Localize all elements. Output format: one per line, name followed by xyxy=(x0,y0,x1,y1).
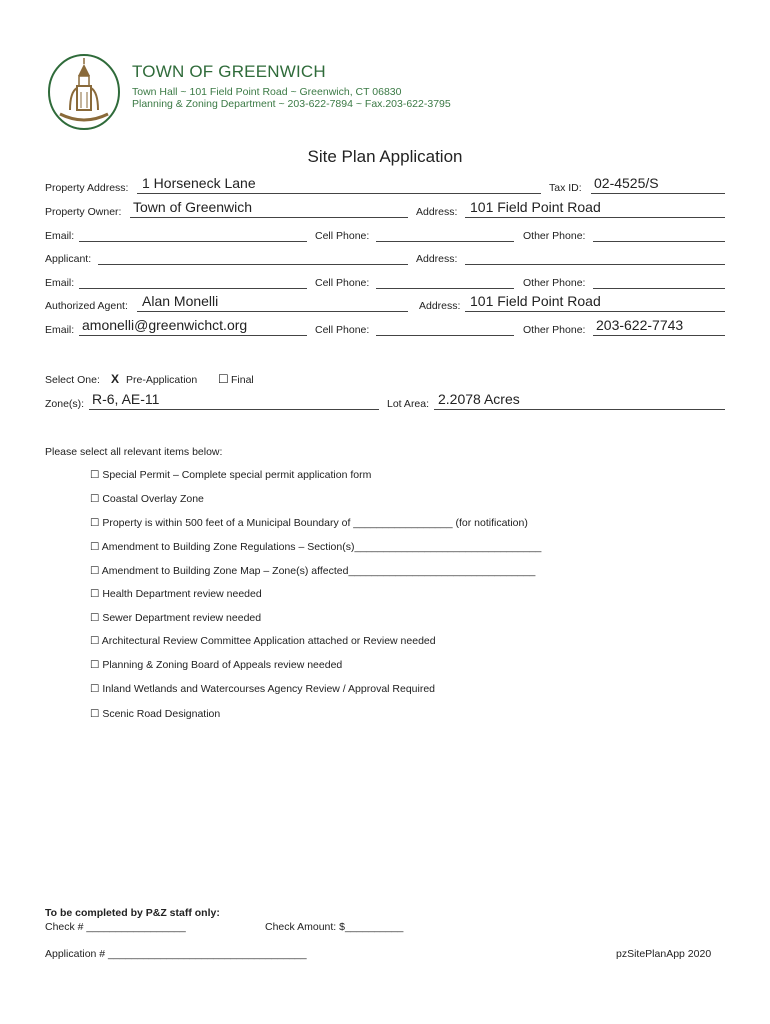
form-code: pzSitePlanApp 2020 xyxy=(616,948,712,960)
agent-email-value: amonelli@greenwichct.org xyxy=(82,317,248,333)
lot-area-field[interactable] xyxy=(434,409,725,410)
applicant-cell-label: Cell Phone: xyxy=(315,277,370,289)
town-seal-logo-icon xyxy=(46,52,122,132)
pre-application-label: Pre-Application xyxy=(126,374,198,386)
applicant-address-field[interactable] xyxy=(465,264,725,265)
staff-only-heading: To be completed by P&Z staff only: xyxy=(45,907,220,919)
lot-area-label: Lot Area: xyxy=(387,398,430,410)
agent-address-field[interactable] xyxy=(465,311,725,312)
owner-email-field[interactable] xyxy=(79,241,307,242)
owner-address-value: 101 Field Point Road xyxy=(470,199,601,215)
owner-cell-label: Cell Phone: xyxy=(315,230,370,242)
zones-label: Zone(s): xyxy=(45,398,85,410)
item-health-dept[interactable]: ☐ Health Department review needed xyxy=(90,588,262,600)
authorized-agent-value: Alan Monelli xyxy=(142,293,219,309)
applicant-email-label: Email: xyxy=(45,277,75,289)
zones-field[interactable] xyxy=(89,409,379,410)
item-municipal-boundary[interactable]: ☐ Property is within 500 feet of a Municipal Boundary of _________________ (for notification) xyxy=(90,517,528,529)
property-owner-field[interactable] xyxy=(130,217,408,218)
agent-email-field[interactable] xyxy=(79,335,307,336)
tax-id-label: Tax ID: xyxy=(549,182,582,194)
final-label: Final xyxy=(231,374,254,386)
owner-address-label: Address: xyxy=(416,206,458,218)
item-architectural-review[interactable]: ☐ Architectural Review Committee Application attached or Review needed xyxy=(90,635,436,647)
town-name: TOWN OF GREENWICH xyxy=(132,62,326,81)
owner-other-phone-label: Other Phone: xyxy=(523,230,586,242)
agent-address-label: Address: xyxy=(419,300,461,312)
property-address-label: Property Address: xyxy=(45,182,129,194)
check-number-field[interactable]: Check # _________________ xyxy=(45,921,186,933)
applicant-cell-field[interactable] xyxy=(376,288,514,289)
check-amount-field[interactable]: Check Amount: $__________ xyxy=(265,921,404,933)
zones-value: R-6, AE-11 xyxy=(92,391,160,407)
owner-cell-field[interactable] xyxy=(376,241,514,242)
tax-id-value: 02-4525/S xyxy=(594,175,659,191)
applicant-other-phone-field[interactable] xyxy=(593,288,725,289)
applicant-label: Applicant: xyxy=(45,253,92,265)
applicant-other-phone-label: Other Phone: xyxy=(523,277,586,289)
applicant-address-label: Address: xyxy=(416,253,458,265)
pre-application-checkbox[interactable]: X xyxy=(111,372,120,386)
item-zone-map[interactable]: ☐ Amendment to Building Zone Map – Zone(s) affected________________________________ xyxy=(90,565,536,577)
item-zoning-board-appeals[interactable]: ☐ Planning & Zoning Board of Appeals review needed xyxy=(90,659,343,671)
owner-other-phone-field[interactable] xyxy=(593,241,725,242)
applicant-email-field[interactable] xyxy=(79,288,307,289)
select-one-label: Select One: xyxy=(45,374,100,386)
item-coastal-overlay[interactable]: ☐ Coastal Overlay Zone xyxy=(90,493,204,505)
agent-address-value: 101 Field Point Road xyxy=(470,293,601,309)
applicant-field[interactable] xyxy=(98,264,408,265)
application-number-field[interactable]: Application # __________________________________ xyxy=(45,948,307,960)
agent-other-phone-value: 203-622-7743 xyxy=(596,317,684,333)
town-hall-address: Town Hall ~ 101 Field Point Road ~ Greenwich, CT 06830 xyxy=(132,86,402,98)
agent-cell-label: Cell Phone: xyxy=(315,324,370,336)
property-owner-value: Town of Greenwich xyxy=(133,199,253,215)
tax-id-field[interactable] xyxy=(591,193,725,194)
department-contact: Planning & Zoning Department ~ 203-622-7894 ~ Fax.203-622-3795 xyxy=(132,98,451,110)
authorized-agent-label: Authorized Agent: xyxy=(45,300,128,312)
property-address-value: 1 Horseneck Lane xyxy=(142,175,256,191)
final-checkbox[interactable]: ☐ xyxy=(218,372,229,386)
page-title: Site Plan Application xyxy=(307,147,463,166)
agent-other-phone-field[interactable] xyxy=(593,335,725,336)
authorized-agent-field[interactable] xyxy=(137,311,408,312)
owner-email-label: Email: xyxy=(45,230,75,242)
item-special-permit[interactable]: ☐ Special Permit – Complete special permit application form xyxy=(90,469,372,481)
item-inland-wetlands[interactable]: ☐ Inland Wetlands and Watercourses Agency Review / Approval Required xyxy=(90,683,436,695)
agent-other-phone-label: Other Phone: xyxy=(523,324,586,336)
owner-address-field[interactable] xyxy=(465,217,725,218)
lot-area-value: 2.2078 Acres xyxy=(438,391,520,407)
item-zone-regulations[interactable]: ☐ Amendment to Building Zone Regulations – Section(s)________________________________ xyxy=(90,541,542,553)
item-scenic-road[interactable]: ☐ Scenic Road Designation xyxy=(90,708,221,720)
agent-cell-field[interactable] xyxy=(376,335,514,336)
agent-email-label: Email: xyxy=(45,324,75,336)
item-sewer-dept[interactable]: ☐ Sewer Department review needed xyxy=(90,612,262,624)
property-owner-label: Property Owner: xyxy=(45,206,122,218)
property-address-field[interactable] xyxy=(137,193,541,194)
items-intro: Please select all relevant items below: xyxy=(45,446,223,458)
